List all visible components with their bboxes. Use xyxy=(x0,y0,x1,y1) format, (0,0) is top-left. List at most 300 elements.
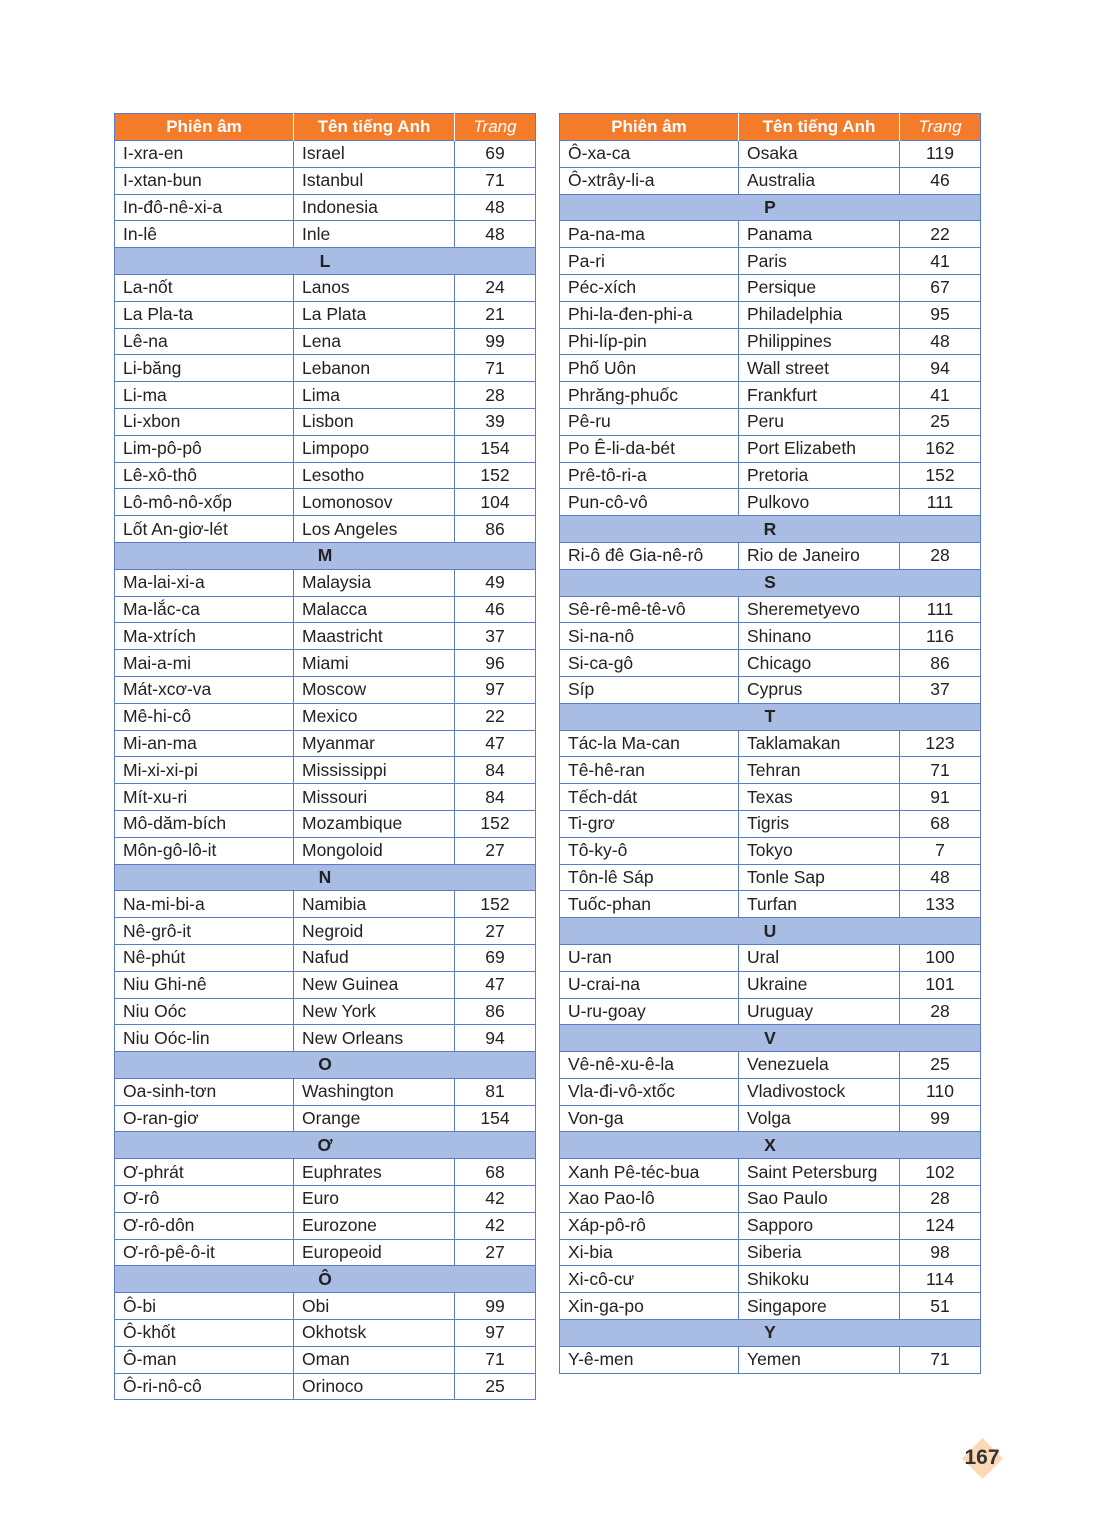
section-letter-row xyxy=(115,248,536,275)
english-name-cell: Indonesia xyxy=(294,194,455,221)
section-letter-row xyxy=(115,1052,536,1079)
english-name-cell: New Orleans xyxy=(294,1025,455,1052)
page-cell: 84 xyxy=(455,757,536,784)
page-cell: 99 xyxy=(455,1293,536,1320)
table-row xyxy=(115,650,536,677)
table-body-left xyxy=(115,141,536,1400)
page-cell: 37 xyxy=(455,623,536,650)
english-name-cell: Moscow xyxy=(294,676,455,703)
table-row xyxy=(115,194,536,221)
section-letter: R xyxy=(560,516,981,543)
transcription-cell: Niu Oóc-lin xyxy=(115,1025,294,1052)
page-cell: 154 xyxy=(455,435,536,462)
header-page: Trang xyxy=(455,114,536,141)
english-name-cell: Namibia xyxy=(294,891,455,918)
english-name-cell: Lanos xyxy=(294,274,455,301)
english-name-cell: Port Elizabeth xyxy=(739,435,900,462)
page-cell: 51 xyxy=(900,1293,981,1320)
page-cell: 91 xyxy=(900,784,981,811)
english-name-cell: Obi xyxy=(294,1293,455,1320)
table-row xyxy=(560,810,981,837)
table-row xyxy=(560,730,981,757)
page-cell: 86 xyxy=(900,650,981,677)
section-letter-row xyxy=(560,1132,981,1159)
transcription-cell: La Pla-ta xyxy=(115,301,294,328)
section-letter: P xyxy=(560,194,981,221)
english-name-cell: Wall street xyxy=(739,355,900,382)
english-name-cell: Lima xyxy=(294,382,455,409)
transcription-cell: Mi-xi-xi-pi xyxy=(115,757,294,784)
transcription-cell: Oa-sinh-tơn xyxy=(115,1078,294,1105)
section-letter-row xyxy=(560,1025,981,1052)
section-letter: S xyxy=(560,569,981,596)
table-row xyxy=(560,408,981,435)
table-row xyxy=(560,167,981,194)
table-row xyxy=(560,301,981,328)
english-name-cell: Turfan xyxy=(739,891,900,918)
english-name-cell: Malacca xyxy=(294,596,455,623)
page-cell: 101 xyxy=(900,971,981,998)
english-name-cell: Maastricht xyxy=(294,623,455,650)
table-row xyxy=(115,489,536,516)
transcription-cell: Phi-la-đen-phi-a xyxy=(560,301,739,328)
transcription-cell: Pa-na-ma xyxy=(560,221,739,248)
transcription-cell: In-lê xyxy=(115,221,294,248)
transcription-cell: Sê-rê-mê-tê-vô xyxy=(560,596,739,623)
table-row xyxy=(115,998,536,1025)
page-cell: 48 xyxy=(455,221,536,248)
english-name-cell: Ural xyxy=(739,944,900,971)
page-cell: 69 xyxy=(455,944,536,971)
page-cell: 27 xyxy=(455,918,536,945)
section-letter: N xyxy=(115,864,536,891)
page-cell: 102 xyxy=(900,1159,981,1186)
page-cell: 94 xyxy=(900,355,981,382)
section-letter-row xyxy=(560,194,981,221)
page-cell: 37 xyxy=(900,676,981,703)
transcription-cell: Li-xbon xyxy=(115,408,294,435)
english-name-cell: Orange xyxy=(294,1105,455,1132)
transcription-cell: Si-na-nô xyxy=(560,623,739,650)
english-name-cell: Cyprus xyxy=(739,676,900,703)
transcription-cell: Nê-phút xyxy=(115,944,294,971)
english-name-cell: Philadelphia xyxy=(739,301,900,328)
section-letter: V xyxy=(560,1025,981,1052)
section-letter-row xyxy=(560,918,981,945)
english-name-cell: Lisbon xyxy=(294,408,455,435)
english-name-cell: Yemen xyxy=(739,1346,900,1373)
section-letter-row xyxy=(115,542,536,569)
table-row xyxy=(115,703,536,730)
transcription-cell: Pun-cô-vô xyxy=(560,489,739,516)
table-row xyxy=(560,1266,981,1293)
transcription-cell: Li-băng xyxy=(115,355,294,382)
transcription-cell: Mô-dăm-bích xyxy=(115,810,294,837)
table-row xyxy=(115,1346,536,1373)
section-letter-row xyxy=(115,1266,536,1293)
transcription-cell: Niu Ghi-nê xyxy=(115,971,294,998)
table-row xyxy=(560,1212,981,1239)
transcription-cell: Mê-hi-cô xyxy=(115,703,294,730)
transcription-cell: Nê-grô-it xyxy=(115,918,294,945)
section-letter-row xyxy=(560,703,981,730)
glossary-table-right xyxy=(559,113,981,1374)
section-letter: Y xyxy=(560,1320,981,1347)
section-letter: X xyxy=(560,1132,981,1159)
table-row xyxy=(560,971,981,998)
page-cell: 69 xyxy=(455,141,536,168)
section-letter: O xyxy=(115,1052,536,1079)
table-row xyxy=(560,221,981,248)
table-row xyxy=(115,516,536,543)
table-row xyxy=(560,864,981,891)
transcription-cell: Mi-an-ma xyxy=(115,730,294,757)
page-cell: 42 xyxy=(455,1212,536,1239)
table-row xyxy=(115,676,536,703)
english-name-cell: Peru xyxy=(739,408,900,435)
page-cell: 71 xyxy=(455,355,536,382)
page-cell: 46 xyxy=(900,167,981,194)
table-row xyxy=(115,141,536,168)
english-name-cell: Mississippi xyxy=(294,757,455,784)
english-name-cell: Orinoco xyxy=(294,1373,455,1400)
header-english-name: Tên tiếng Anh xyxy=(739,114,900,141)
page-cell: 67 xyxy=(900,274,981,301)
table-row xyxy=(115,1239,536,1266)
table-row xyxy=(560,944,981,971)
table-row xyxy=(560,1078,981,1105)
table-row xyxy=(560,757,981,784)
page-cell: 68 xyxy=(900,810,981,837)
transcription-cell: Ơ-rô-pê-ô-it xyxy=(115,1239,294,1266)
page-cell: 97 xyxy=(455,676,536,703)
english-name-cell: Siberia xyxy=(739,1239,900,1266)
page-cell: 162 xyxy=(900,435,981,462)
table-row xyxy=(115,810,536,837)
table-row xyxy=(115,730,536,757)
page-cell: 71 xyxy=(455,167,536,194)
english-name-cell: Venezuela xyxy=(739,1052,900,1079)
table-row xyxy=(560,462,981,489)
table-row xyxy=(115,221,536,248)
english-name-cell: Washington xyxy=(294,1078,455,1105)
page-cell: 28 xyxy=(455,382,536,409)
page-cell: 21 xyxy=(455,301,536,328)
table-row xyxy=(115,1293,536,1320)
english-name-cell: Chicago xyxy=(739,650,900,677)
table-row xyxy=(560,998,981,1025)
english-name-cell: Vladivostock xyxy=(739,1078,900,1105)
table-body-right xyxy=(560,141,981,1374)
page-cell: 104 xyxy=(455,489,536,516)
table-row xyxy=(115,274,536,301)
english-name-cell: Volga xyxy=(739,1105,900,1132)
english-name-cell: Okhotsk xyxy=(294,1320,455,1347)
page-cell: 47 xyxy=(455,971,536,998)
table-row xyxy=(115,328,536,355)
page-cell: 22 xyxy=(900,221,981,248)
transcription-cell: Ô-man xyxy=(115,1346,294,1373)
transcription-cell: Ti-grơ xyxy=(560,810,739,837)
table-row xyxy=(560,784,981,811)
transcription-cell: Ơ-phrát xyxy=(115,1159,294,1186)
table-row xyxy=(560,1052,981,1079)
table-row xyxy=(560,435,981,462)
table-row xyxy=(560,596,981,623)
transcription-cell: Vla-đi-vô-xtốc xyxy=(560,1078,739,1105)
transcription-cell: Ô-bi xyxy=(115,1293,294,1320)
page-cell: 27 xyxy=(455,837,536,864)
transcription-cell: Tác-la Ma-can xyxy=(560,730,739,757)
section-letter: T xyxy=(560,703,981,730)
table-row xyxy=(560,274,981,301)
page-cell: 47 xyxy=(455,730,536,757)
english-name-cell: Lena xyxy=(294,328,455,355)
transcription-cell: I-xtan-bun xyxy=(115,167,294,194)
page-cell: 111 xyxy=(900,489,981,516)
english-name-cell: Ukraine xyxy=(739,971,900,998)
english-name-cell: Singapore xyxy=(739,1293,900,1320)
table-row xyxy=(115,623,536,650)
transcription-cell: Síp xyxy=(560,676,739,703)
page-cell: 71 xyxy=(900,757,981,784)
page-cell: 41 xyxy=(900,248,981,275)
section-letter-row xyxy=(560,516,981,543)
table-row xyxy=(115,1025,536,1052)
page-cell: 84 xyxy=(455,784,536,811)
section-letter: Ơ xyxy=(115,1132,536,1159)
english-name-cell: Shikoku xyxy=(739,1266,900,1293)
header-transcription: Phiên âm xyxy=(560,114,739,141)
transcription-cell: Y-ê-men xyxy=(560,1346,739,1373)
english-name-cell: Negroid xyxy=(294,918,455,945)
english-name-cell: Osaka xyxy=(739,141,900,168)
page-cell: 86 xyxy=(455,516,536,543)
table-row xyxy=(560,1293,981,1320)
english-name-cell: Uruguay xyxy=(739,998,900,1025)
page-cell: 116 xyxy=(900,623,981,650)
page-cell: 124 xyxy=(900,1212,981,1239)
table-row xyxy=(560,141,981,168)
transcription-cell: Xao Pao-lô xyxy=(560,1186,739,1213)
page-cell: 25 xyxy=(900,408,981,435)
transcription-cell: U-ran xyxy=(560,944,739,971)
english-name-cell: Texas xyxy=(739,784,900,811)
transcription-cell: Xin-ga-po xyxy=(560,1293,739,1320)
table-row xyxy=(115,1320,536,1347)
english-name-cell: Nafud xyxy=(294,944,455,971)
table-row xyxy=(115,1078,536,1105)
english-name-cell: New Guinea xyxy=(294,971,455,998)
transcription-cell: Ô-khốt xyxy=(115,1320,294,1347)
transcription-cell: U-crai-na xyxy=(560,971,739,998)
english-name-cell: Myanmar xyxy=(294,730,455,757)
transcription-cell: Mai-a-mi xyxy=(115,650,294,677)
english-name-cell: Philippines xyxy=(739,328,900,355)
page-cell: 86 xyxy=(455,998,536,1025)
transcription-cell: Pa-ri xyxy=(560,248,739,275)
english-name-cell: Missouri xyxy=(294,784,455,811)
table-row xyxy=(560,1105,981,1132)
english-name-cell: Limpopo xyxy=(294,435,455,462)
english-name-cell: Euro xyxy=(294,1186,455,1213)
table-row xyxy=(560,489,981,516)
page-cell: 28 xyxy=(900,998,981,1025)
transcription-cell: O-ran-giơ xyxy=(115,1105,294,1132)
transcription-cell: Na-mi-bi-a xyxy=(115,891,294,918)
table-row xyxy=(115,837,536,864)
english-name-cell: Mongoloid xyxy=(294,837,455,864)
english-name-cell: Mozambique xyxy=(294,810,455,837)
english-name-cell: Europeoid xyxy=(294,1239,455,1266)
english-name-cell: Sheremetyevo xyxy=(739,596,900,623)
section-letter-row xyxy=(115,1132,536,1159)
transcription-cell: Ô-ri-nô-cô xyxy=(115,1373,294,1400)
english-name-cell: Tigris xyxy=(739,810,900,837)
transcription-cell: I-xra-en xyxy=(115,141,294,168)
english-name-cell: Istanbul xyxy=(294,167,455,194)
page-cell: 114 xyxy=(900,1266,981,1293)
transcription-cell: Phố Uôn xyxy=(560,355,739,382)
transcription-cell: Ô-xtrây-li-a xyxy=(560,167,739,194)
english-name-cell: Sapporo xyxy=(739,1212,900,1239)
page-cell: 99 xyxy=(900,1105,981,1132)
transcription-cell: Péc-xích xyxy=(560,274,739,301)
page-cell: 48 xyxy=(900,864,981,891)
transcription-cell: In-đô-nê-xi-a xyxy=(115,194,294,221)
page-cell: 119 xyxy=(900,141,981,168)
section-letter-row xyxy=(115,864,536,891)
table-row xyxy=(115,1105,536,1132)
english-name-cell: Eurozone xyxy=(294,1212,455,1239)
table-row xyxy=(115,1212,536,1239)
section-letter-row xyxy=(560,1320,981,1347)
english-name-cell: Tokyo xyxy=(739,837,900,864)
header-transcription: Phiên âm xyxy=(115,114,294,141)
header-english-name: Tên tiếng Anh xyxy=(294,114,455,141)
transcription-cell: Ma-xtrích xyxy=(115,623,294,650)
english-name-cell: Euphrates xyxy=(294,1159,455,1186)
transcription-cell: Ma-lai-xi-a xyxy=(115,569,294,596)
page-number: 167 xyxy=(964,1446,1000,1469)
transcription-cell: Xi-bia xyxy=(560,1239,739,1266)
page-cell: 152 xyxy=(455,891,536,918)
transcription-cell: Tê-hê-ran xyxy=(560,757,739,784)
page-cell: 7 xyxy=(900,837,981,864)
transcription-cell: Tôn-lê Sáp xyxy=(560,864,739,891)
transcription-cell: Xanh Pê-téc-bua xyxy=(560,1159,739,1186)
english-name-cell: Lomonosov xyxy=(294,489,455,516)
transcription-cell: Lô-mô-nô-xốp xyxy=(115,489,294,516)
page-cell: 24 xyxy=(455,274,536,301)
table-row xyxy=(560,542,981,569)
page-number-badge xyxy=(962,1438,1002,1478)
english-name-cell: Lesotho xyxy=(294,462,455,489)
section-letter: M xyxy=(115,542,536,569)
table-row xyxy=(115,355,536,382)
page-cell: 49 xyxy=(455,569,536,596)
table-row xyxy=(115,1373,536,1400)
header-page: Trang xyxy=(900,114,981,141)
transcription-cell: Môn-gô-lô-it xyxy=(115,837,294,864)
section-letter: L xyxy=(115,248,536,275)
glossary-table-left xyxy=(114,113,536,1400)
transcription-cell: Niu Oóc xyxy=(115,998,294,1025)
page-cell: 133 xyxy=(900,891,981,918)
transcription-cell: La-nốt xyxy=(115,274,294,301)
english-name-cell: Australia xyxy=(739,167,900,194)
page-cell: 48 xyxy=(455,194,536,221)
page-cell: 39 xyxy=(455,408,536,435)
page-cell: 154 xyxy=(455,1105,536,1132)
english-name-cell: Oman xyxy=(294,1346,455,1373)
page-cell: 111 xyxy=(900,596,981,623)
english-name-cell: Pretoria xyxy=(739,462,900,489)
english-name-cell: Sao Paulo xyxy=(739,1186,900,1213)
transcription-cell: Lê-xô-thô xyxy=(115,462,294,489)
page-cell: 152 xyxy=(900,462,981,489)
english-name-cell: Inle xyxy=(294,221,455,248)
page-cell: 25 xyxy=(900,1052,981,1079)
page-cell: 99 xyxy=(455,328,536,355)
table-row xyxy=(115,1159,536,1186)
transcription-cell: Tô-ky-ô xyxy=(560,837,739,864)
page-cell: 110 xyxy=(900,1078,981,1105)
table-row xyxy=(560,1186,981,1213)
table-row xyxy=(115,382,536,409)
table-row xyxy=(560,248,981,275)
page-cell: 22 xyxy=(455,703,536,730)
table-row xyxy=(560,1346,981,1373)
transcription-cell: Li-ma xyxy=(115,382,294,409)
table-header-row xyxy=(115,114,536,141)
page-cell: 71 xyxy=(900,1346,981,1373)
table-row xyxy=(560,382,981,409)
english-name-cell: Malaysia xyxy=(294,569,455,596)
table-row xyxy=(560,1239,981,1266)
table-row xyxy=(560,650,981,677)
page-cell: 94 xyxy=(455,1025,536,1052)
english-name-cell: Israel xyxy=(294,141,455,168)
page-cell: 95 xyxy=(900,301,981,328)
english-name-cell: New York xyxy=(294,998,455,1025)
page-cell: 152 xyxy=(455,810,536,837)
table-row xyxy=(115,757,536,784)
transcription-cell: Vê-nê-xu-ê-la xyxy=(560,1052,739,1079)
transcription-cell: Lốt An-giơ-lét xyxy=(115,516,294,543)
transcription-cell: Lê-na xyxy=(115,328,294,355)
english-name-cell: Lebanon xyxy=(294,355,455,382)
page-cell: 81 xyxy=(455,1078,536,1105)
page-cell: 28 xyxy=(900,542,981,569)
transcription-cell: Ma-lắc-ca xyxy=(115,596,294,623)
page-cell: 68 xyxy=(455,1159,536,1186)
table-row xyxy=(115,435,536,462)
section-letter: U xyxy=(560,918,981,945)
english-name-cell: Tehran xyxy=(739,757,900,784)
english-name-cell: Miami xyxy=(294,650,455,677)
english-name-cell: Rio de Janeiro xyxy=(739,542,900,569)
page-cell: 27 xyxy=(455,1239,536,1266)
page-cell: 152 xyxy=(455,462,536,489)
transcription-cell: Mát-xcơ-va xyxy=(115,676,294,703)
table-row xyxy=(560,355,981,382)
english-name-cell: Pulkovo xyxy=(739,489,900,516)
english-name-cell: Taklamakan xyxy=(739,730,900,757)
transcription-cell: Po Ê-li-da-bét xyxy=(560,435,739,462)
page-cell: 48 xyxy=(900,328,981,355)
transcription-cell: U-ru-goay xyxy=(560,998,739,1025)
